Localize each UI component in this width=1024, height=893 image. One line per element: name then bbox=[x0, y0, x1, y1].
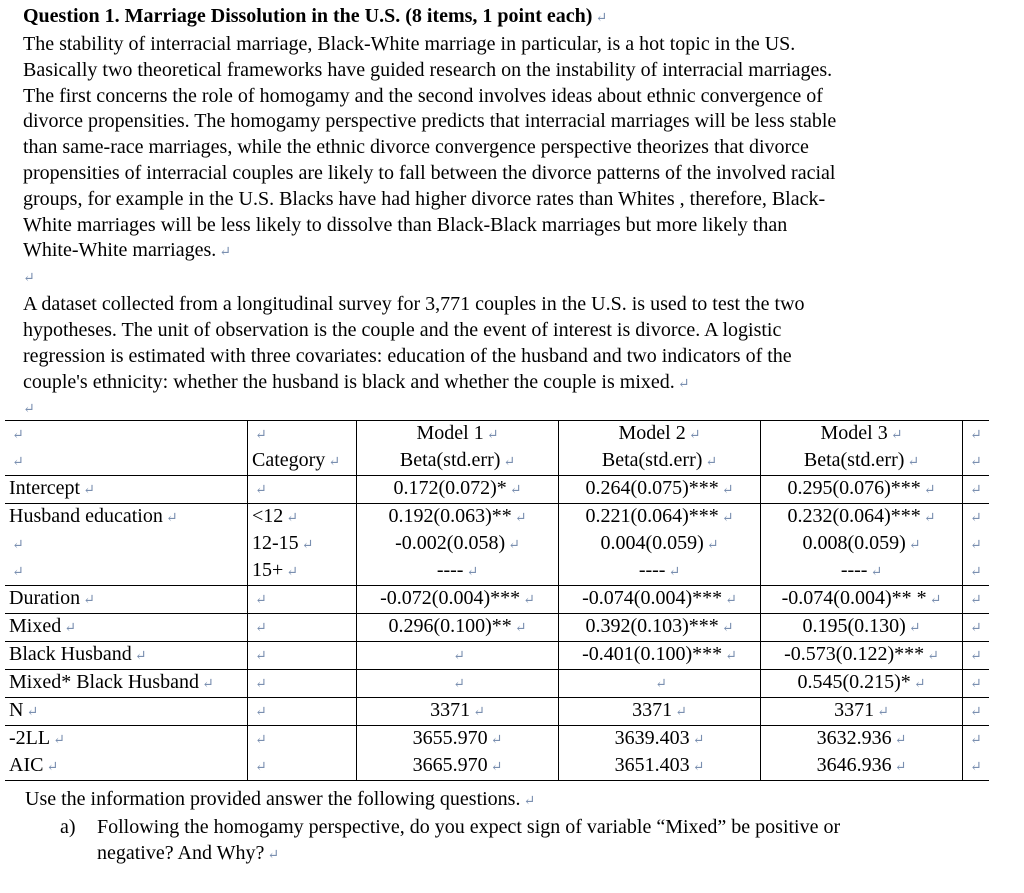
cell-text: 0.192(0.063)** bbox=[388, 505, 512, 527]
paragraph-mark-icon: ↵ bbox=[595, 11, 608, 26]
table-cell bbox=[5, 670, 248, 698]
table-cell bbox=[5, 726, 248, 754]
text-line bbox=[23, 318, 953, 344]
table-cell bbox=[5, 698, 248, 726]
cell-text: 12-15 bbox=[252, 532, 299, 554]
table-cell bbox=[357, 698, 559, 726]
text-line-content: regression is estimated with three covariates: education of the husband and two indicators of the bbox=[23, 344, 792, 367]
cell-text: ---- bbox=[638, 559, 666, 581]
cell-text: 3665.970 bbox=[412, 754, 488, 776]
table-cell bbox=[761, 531, 963, 558]
paragraph-mark-icon: ↵ bbox=[725, 593, 737, 608]
paragraph-mark-icon: ↵ bbox=[908, 538, 921, 553]
table-cell bbox=[248, 726, 357, 754]
paragraph-mark-icon: ↵ bbox=[23, 271, 35, 287]
table-cell bbox=[357, 586, 559, 614]
paragraph-mark-icon: ↵ bbox=[923, 483, 936, 498]
text-line-content: than same-race marriages, while the ethnic divorce convergence perspective theorizes that divorce bbox=[23, 136, 809, 159]
table-cell bbox=[5, 753, 248, 781]
paragraph-mark-icon: ↵ bbox=[970, 483, 982, 498]
paragraph-mark-icon: ↵ bbox=[970, 649, 982, 664]
paragraph-mark-icon: ↵ bbox=[514, 621, 527, 636]
cell-text: Mixed bbox=[9, 615, 62, 637]
paragraph-mark-icon: ↵ bbox=[927, 649, 939, 664]
table-cell bbox=[761, 670, 963, 698]
cell-text: -0.573(0.122)*** bbox=[784, 643, 925, 665]
table-cell bbox=[357, 448, 559, 476]
text-line-content: groups, for example in the U.S. Blacks have had higher divorce rates than Whites , therefore, Black- bbox=[23, 187, 826, 210]
table-cell bbox=[5, 448, 248, 476]
table-cell bbox=[248, 476, 357, 504]
paragraph-mark-icon: ↵ bbox=[721, 483, 734, 498]
table-cell bbox=[559, 586, 761, 614]
table-cell bbox=[761, 586, 963, 614]
table-cell bbox=[248, 698, 357, 726]
table-cell bbox=[5, 614, 248, 642]
table-cell bbox=[559, 698, 761, 726]
paragraph-mark-icon: ↵ bbox=[83, 593, 95, 608]
row-end-cell bbox=[963, 448, 990, 476]
cell-text: 0.295(0.076)*** bbox=[787, 477, 921, 499]
table-cell bbox=[5, 558, 248, 586]
paragraph-mark-icon: ↵ bbox=[894, 733, 907, 748]
table-cell bbox=[357, 504, 559, 532]
cell-text: Beta(std.err) bbox=[399, 449, 501, 471]
table-cell bbox=[357, 614, 559, 642]
table-row bbox=[5, 531, 989, 558]
cell-text: -0.074(0.004)*** bbox=[582, 587, 723, 609]
cell-text: 3632.936 bbox=[816, 727, 892, 749]
row-end-cell bbox=[963, 531, 990, 558]
paragraph-mark-icon: ↵ bbox=[923, 511, 936, 526]
paragraph-mark-icon: ↵ bbox=[53, 733, 65, 748]
text-line-content: A dataset collected from a longitudinal survey for 3,771 couples in the U.S. is used to test the two bbox=[23, 293, 805, 316]
table-cell bbox=[5, 421, 248, 449]
paragraph-mark-icon: ↵ bbox=[255, 705, 267, 720]
text-line bbox=[23, 187, 953, 213]
paragraph-mark-icon: ↵ bbox=[970, 760, 982, 775]
paragraph-mark-icon: ↵ bbox=[970, 621, 982, 636]
paragraph-mark-icon: ↵ bbox=[12, 538, 24, 553]
row-end-cell bbox=[963, 421, 990, 449]
paragraph-mark-icon: ↵ bbox=[134, 649, 147, 664]
table-cell bbox=[5, 476, 248, 504]
question-a bbox=[60, 815, 977, 869]
document-page bbox=[23, 0, 1008, 423]
text-line bbox=[23, 109, 953, 135]
table-cell bbox=[559, 531, 761, 558]
table-cell bbox=[761, 558, 963, 586]
paragraph-mark-icon: ↵ bbox=[692, 733, 705, 748]
paragraph-mark-icon: ↵ bbox=[870, 565, 883, 580]
text-line-content: negative? And Why? bbox=[97, 841, 265, 864]
table-cell bbox=[559, 614, 761, 642]
table-cell bbox=[248, 642, 357, 670]
paragraph-mark-icon: ↵ bbox=[255, 649, 267, 664]
paragraph-mark-icon: ↵ bbox=[509, 483, 522, 498]
table-cell bbox=[357, 421, 559, 449]
table-cell bbox=[248, 558, 357, 586]
table-cell bbox=[5, 586, 248, 614]
paragraph-mark-icon: ↵ bbox=[523, 794, 536, 809]
row-end-cell bbox=[963, 586, 990, 614]
table-cell bbox=[357, 531, 559, 558]
cell-text: -2LL bbox=[9, 727, 51, 749]
table-row bbox=[5, 614, 989, 642]
cell-text: 0.392(0.103)*** bbox=[585, 615, 719, 637]
paragraph-mark-icon: ↵ bbox=[328, 455, 341, 470]
table-row bbox=[5, 670, 989, 698]
paragraph-mark-icon: ↵ bbox=[286, 565, 299, 580]
paragraph-mark-icon: ↵ bbox=[255, 593, 267, 608]
paragraph-mark-icon: ↵ bbox=[201, 677, 214, 692]
paragraph-mark-icon: ↵ bbox=[12, 455, 24, 470]
paragraph-mark-icon: ↵ bbox=[255, 483, 267, 498]
table-cell bbox=[761, 421, 963, 449]
table-cell bbox=[357, 670, 559, 698]
paragraph-mark-icon: ↵ bbox=[692, 760, 705, 775]
blank-line bbox=[23, 266, 1008, 292]
paragraph-mark-icon: ↵ bbox=[970, 511, 982, 526]
table-cell bbox=[248, 421, 357, 449]
cell-text: 0.264(0.075)*** bbox=[585, 477, 719, 499]
paragraph-mark-icon: ↵ bbox=[453, 649, 465, 664]
paragraph-mark-icon: ↵ bbox=[706, 538, 719, 553]
paragraph-mark-icon: ↵ bbox=[23, 402, 35, 418]
table-cell bbox=[248, 614, 357, 642]
paragraph-mark-icon: ↵ bbox=[688, 428, 701, 443]
paragraph-mark-icon: ↵ bbox=[523, 593, 535, 608]
text-line-content: Basically two theoretical frameworks have guided research on the instability of interracial marriages. bbox=[23, 58, 833, 81]
cell-text: Husband education bbox=[9, 505, 163, 527]
paragraph-mark-icon: ↵ bbox=[514, 511, 527, 526]
text-line-content: White marriages will be less likely to dissolve than Black-Black marriages but more likely than bbox=[23, 213, 788, 236]
text-line-content: White-White marriages. bbox=[23, 239, 217, 262]
cell-text: Model 2 bbox=[618, 422, 686, 444]
paragraph-mark-icon: ↵ bbox=[83, 483, 95, 498]
paragraph-mark-icon: ↵ bbox=[12, 428, 24, 443]
dataset-paragraph bbox=[23, 292, 953, 397]
table-row bbox=[5, 558, 989, 586]
text-line bbox=[23, 292, 953, 318]
cell-text: 0.221(0.064)*** bbox=[585, 505, 719, 527]
table-cell bbox=[357, 476, 559, 504]
intro-paragraph bbox=[23, 32, 953, 266]
paragraph-mark-icon: ↵ bbox=[267, 847, 280, 863]
question-title: Question 1. Marriage Dissolution in the U.S. (8 items, 1 point each) ↵ bbox=[23, 5, 608, 27]
paragraph-mark-icon: ↵ bbox=[721, 511, 734, 526]
cell-text: Intercept bbox=[9, 477, 81, 499]
cell-text: 3371 bbox=[834, 699, 875, 721]
table-cell bbox=[5, 504, 248, 532]
paragraph-mark-icon: ↵ bbox=[907, 455, 920, 470]
paragraph-mark-icon: ↵ bbox=[255, 760, 267, 775]
table-cell bbox=[248, 670, 357, 698]
text-line-content: propensities of interracial couples are likely to fall between the divorce patterns of the involved racial bbox=[23, 161, 836, 184]
cell-text: 3655.970 bbox=[412, 727, 488, 749]
questions-section bbox=[23, 786, 1003, 869]
paragraph-mark-icon: ↵ bbox=[453, 677, 465, 692]
paragraph-mark-icon: ↵ bbox=[705, 455, 718, 470]
paragraph-mark-icon: ↵ bbox=[508, 538, 520, 553]
text-line-content: The first concerns the role of homogamy and the second involves ideas about ethnic convergence of bbox=[23, 84, 823, 107]
table-cell bbox=[761, 642, 963, 670]
table-cell bbox=[5, 531, 248, 558]
table-row bbox=[5, 476, 989, 504]
table-cell bbox=[559, 753, 761, 781]
paragraph-mark-icon: ↵ bbox=[913, 677, 926, 692]
paragraph-mark-icon: ↵ bbox=[255, 677, 267, 692]
table-cell bbox=[559, 642, 761, 670]
text-line-content: divorce propensities. The homogamy perspective predicts that interracial marriages will be less stable bbox=[23, 110, 837, 133]
cell-text: 0.232(0.064)*** bbox=[787, 505, 921, 527]
cell-text: N bbox=[9, 699, 24, 721]
cell-text: 0.545(0.215)* bbox=[797, 671, 911, 693]
table-cell bbox=[559, 726, 761, 754]
paragraph-mark-icon: ↵ bbox=[255, 428, 267, 443]
paragraph-mark-icon: ↵ bbox=[894, 760, 907, 775]
text-line bbox=[23, 238, 953, 266]
cell-text: Black Husband bbox=[9, 643, 132, 665]
regression-table bbox=[5, 420, 989, 781]
paragraph-mark-icon: ↵ bbox=[890, 428, 903, 443]
paragraph-mark-icon: ↵ bbox=[908, 621, 921, 636]
paragraph-mark-icon: ↵ bbox=[466, 565, 479, 580]
cell-text: -0.072(0.004)*** bbox=[380, 587, 521, 609]
paragraph-mark-icon: ↵ bbox=[721, 621, 734, 636]
text-line bbox=[23, 161, 953, 187]
table-row bbox=[5, 726, 989, 754]
cell-text: 0.296(0.100)** bbox=[388, 615, 512, 637]
row-end-cell bbox=[963, 558, 990, 586]
paragraph-mark-icon: ↵ bbox=[255, 621, 267, 636]
cell-text: 0.004(0.059) bbox=[600, 532, 704, 554]
paragraph-mark-icon: ↵ bbox=[165, 511, 178, 526]
cell-text: Category bbox=[252, 449, 326, 471]
cell-text: Model 1 bbox=[416, 422, 484, 444]
cell-text: 0.172(0.072)* bbox=[393, 477, 507, 499]
text-line-content: Following the homogamy perspective, do you expect sign of variable “Mixed” be positive or bbox=[97, 816, 841, 838]
cell-text: -0.002(0.058) bbox=[395, 532, 506, 554]
cell-text: 3371 bbox=[632, 699, 673, 721]
paragraph-mark-icon: ↵ bbox=[970, 428, 982, 443]
cell-text: <12 bbox=[252, 505, 284, 527]
table-cell bbox=[761, 448, 963, 476]
row-end-cell bbox=[963, 670, 990, 698]
text-line bbox=[97, 815, 977, 841]
paragraph-mark-icon: ↵ bbox=[219, 245, 231, 261]
paragraph-mark-icon: ↵ bbox=[677, 376, 690, 392]
row-end-cell bbox=[963, 504, 990, 532]
row-end-cell bbox=[963, 753, 990, 781]
text-line bbox=[23, 58, 953, 84]
table-cell bbox=[248, 753, 357, 781]
paragraph-mark-icon: ↵ bbox=[286, 511, 299, 526]
table-cell bbox=[248, 531, 357, 558]
paragraph-mark-icon: ↵ bbox=[255, 733, 267, 748]
cell-text: 0.195(0.130) bbox=[802, 615, 906, 637]
paragraph-mark-icon: ↵ bbox=[46, 760, 59, 775]
question-a-text bbox=[97, 815, 977, 869]
cell-text: ---- bbox=[436, 559, 464, 581]
cell-text: Model 3 bbox=[820, 422, 888, 444]
table-cell bbox=[248, 586, 357, 614]
table-cell bbox=[559, 558, 761, 586]
text-line bbox=[23, 135, 953, 161]
table-row bbox=[5, 753, 989, 781]
cell-text: -0.074(0.004)** * bbox=[781, 587, 927, 609]
text-line bbox=[23, 370, 953, 398]
table-cell bbox=[357, 558, 559, 586]
table-cell bbox=[559, 421, 761, 449]
table-cell bbox=[761, 476, 963, 504]
table-cell bbox=[357, 642, 559, 670]
table-cell bbox=[761, 504, 963, 532]
paragraph-mark-icon: ↵ bbox=[929, 593, 942, 608]
cell-text: Beta(std.err) bbox=[803, 449, 905, 471]
table-cell bbox=[761, 698, 963, 726]
cell-text: 3371 bbox=[430, 699, 471, 721]
paragraph-mark-icon: ↵ bbox=[970, 538, 982, 553]
row-end-cell bbox=[963, 726, 990, 754]
table-cell bbox=[357, 753, 559, 781]
table-row bbox=[5, 642, 989, 670]
text-line-content: couple's ethnicity: whether the husband is black and whether the couple is mixed. bbox=[23, 370, 675, 393]
paragraph-mark-icon: ↵ bbox=[970, 455, 982, 470]
paragraph-mark-icon: ↵ bbox=[12, 565, 24, 580]
paragraph-mark-icon: ↵ bbox=[725, 649, 737, 664]
table-row bbox=[5, 448, 989, 476]
paragraph-mark-icon: ↵ bbox=[486, 428, 499, 443]
row-end-cell bbox=[963, 614, 990, 642]
paragraph-mark-icon: ↵ bbox=[970, 677, 982, 692]
cell-text: Mixed* Black Husband bbox=[9, 671, 199, 693]
cell-text: 15+ bbox=[252, 559, 284, 581]
cell-text: ---- bbox=[840, 559, 868, 581]
paragraph-mark-icon: ↵ bbox=[668, 565, 681, 580]
table-cell bbox=[761, 726, 963, 754]
table-row bbox=[5, 421, 989, 449]
text-line bbox=[97, 841, 977, 869]
paragraph-mark-icon: ↵ bbox=[490, 760, 503, 775]
table-cell bbox=[5, 642, 248, 670]
paragraph-mark-icon: ↵ bbox=[970, 565, 982, 580]
cell-text: 3639.403 bbox=[614, 727, 690, 749]
questions-intro: Use the information provided answer the following questions. ↵ bbox=[25, 788, 536, 810]
row-end-cell bbox=[963, 642, 990, 670]
paragraph-mark-icon: ↵ bbox=[970, 733, 982, 748]
table-cell bbox=[761, 614, 963, 642]
table-row bbox=[5, 504, 989, 532]
text-line bbox=[23, 213, 953, 239]
paragraph-mark-icon: ↵ bbox=[503, 455, 516, 470]
table-row bbox=[5, 586, 989, 614]
paragraph-mark-icon: ↵ bbox=[970, 705, 982, 720]
table-cell bbox=[248, 504, 357, 532]
cell-text: AIC bbox=[9, 754, 44, 776]
text-line bbox=[23, 344, 953, 370]
cell-text: 3651.403 bbox=[614, 754, 690, 776]
paragraph-mark-icon: ↵ bbox=[64, 621, 76, 636]
table-cell bbox=[559, 670, 761, 698]
cell-text: Beta(std.err) bbox=[601, 449, 703, 471]
row-end-cell bbox=[963, 476, 990, 504]
table-row bbox=[5, 698, 989, 726]
table-cell bbox=[248, 448, 357, 476]
table-cell bbox=[357, 726, 559, 754]
text-line-content: hypotheses. The unit of observation is the couple and the event of interest is divorce. A logistic bbox=[23, 318, 782, 341]
paragraph-mark-icon: ↵ bbox=[26, 705, 39, 720]
cell-text: -0.401(0.100)*** bbox=[582, 643, 723, 665]
question-a-label: a) bbox=[60, 816, 76, 838]
paragraph-mark-icon: ↵ bbox=[675, 705, 687, 720]
paragraph-mark-icon: ↵ bbox=[473, 705, 485, 720]
text-line bbox=[23, 84, 953, 110]
paragraph-mark-icon: ↵ bbox=[877, 705, 889, 720]
row-end-cell bbox=[963, 698, 990, 726]
paragraph-mark-icon: ↵ bbox=[490, 733, 503, 748]
paragraph-mark-icon: ↵ bbox=[301, 538, 314, 553]
paragraph-mark-icon: ↵ bbox=[970, 593, 982, 608]
cell-text: 3646.936 bbox=[816, 754, 892, 776]
cell-text: 0.008(0.059) bbox=[802, 532, 906, 554]
table-cell bbox=[559, 476, 761, 504]
paragraph-mark-icon: ↵ bbox=[655, 677, 667, 692]
cell-text: Duration bbox=[9, 587, 81, 609]
text-line-content: The stability of interracial marriage, Black-White marriage in particular, is a hot topic in the US. bbox=[23, 33, 796, 55]
table-cell bbox=[559, 448, 761, 476]
text-line bbox=[23, 32, 953, 58]
table-cell bbox=[559, 504, 761, 532]
table-cell bbox=[761, 753, 963, 781]
